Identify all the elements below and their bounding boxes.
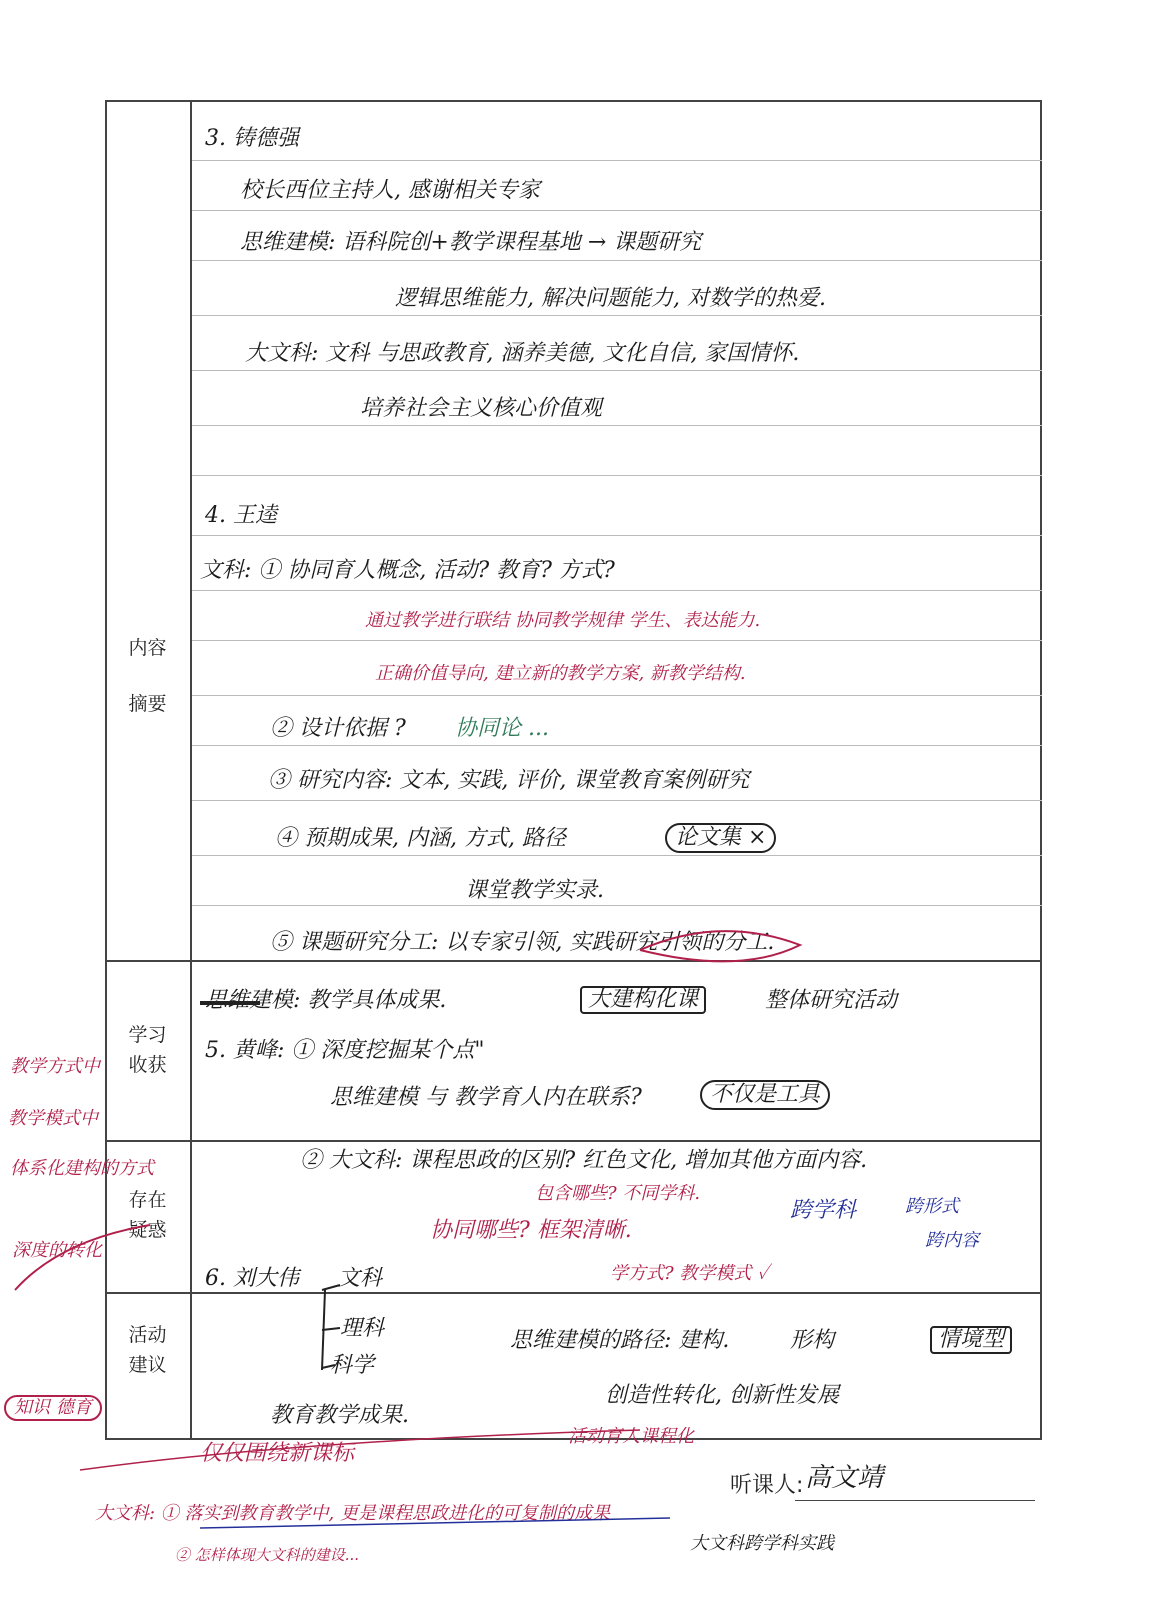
row-label-summary-line1: 内容: [128, 637, 167, 659]
note-line: 校长西位主持人, 感谢相关专家: [240, 178, 540, 203]
section-3-heading: 3. 铸德强: [205, 126, 299, 151]
note-line: ④ 预期成果, 内涵, 方式, 路径: [275, 826, 566, 851]
margin-note: 教学方式中: [10, 1056, 100, 1077]
branch-item: 科学: [330, 1353, 375, 1378]
note-line: 整体研究活动: [765, 988, 898, 1013]
note-line: 培养社会主义核心价值观: [360, 396, 603, 421]
boxed-note: 情境型: [930, 1326, 1012, 1354]
note-line: ② 大文科: 课程思政的区别? 红色文化, 增加其他方面内容.: [300, 1148, 868, 1173]
note-line: 思维建模: 语科院创+教学课程基地 → 课题研究: [240, 230, 702, 255]
blue-underline: [200, 1518, 670, 1528]
margin-note: 深度的转化: [12, 1240, 102, 1261]
note-line: 思维建模的路径: 建构.: [510, 1328, 730, 1353]
note-line: 思维建模: 教学具体成果.: [205, 988, 447, 1013]
annotation-green: 协同论 ...: [455, 716, 549, 741]
annotation-red: 学方式? 教学模式 ✓: [610, 1263, 769, 1284]
branch-stroke: [322, 1328, 340, 1330]
annotation-red: 包含哪些? 不同学科.: [535, 1183, 701, 1204]
note-line: 创造性转化, 创新性发展: [605, 1383, 839, 1408]
note-line: 思维建模 与 教学育人内在联系?: [330, 1085, 642, 1110]
red-underline: [80, 1430, 640, 1470]
margin-note-circled: 知识 德育: [4, 1395, 102, 1421]
row-label-gains-line2: 收获: [128, 1054, 167, 1077]
margin-note: 体系化建构的方式: [10, 1158, 154, 1179]
row-label-advice-line2: 建议: [128, 1354, 167, 1377]
bottom-note: 大文科跨学科实践: [690, 1533, 834, 1554]
red-circle-mark: [640, 931, 800, 961]
annotation-blue: 跨内容: [925, 1230, 979, 1251]
listener-signature: 高文靖: [805, 1463, 884, 1493]
note-line: 逻辑思维能力, 解决问题能力, 对数学的热爱.: [395, 286, 826, 311]
row-label-doubts-line1: 存在: [128, 1189, 167, 1211]
note-line: 课堂教学实录.: [465, 878, 604, 903]
note-line: ② 设计依据 ?: [270, 716, 406, 741]
listener-label: 听课人:: [730, 1473, 804, 1498]
annotation-red: 正确价值导向, 建立新的教学方案, 新教学结构.: [375, 663, 746, 684]
branch-item: 文科: [338, 1266, 383, 1291]
branch-item: 理科: [340, 1316, 385, 1341]
margin-arrow: [15, 1225, 150, 1290]
annotation-red: 协同哪些? 框架清晰.: [430, 1218, 632, 1243]
note-line: 形构: [790, 1328, 835, 1353]
circled-note: 论文集 ×: [665, 823, 776, 853]
note-line: 文科: ① 协同育人概念, 活动? 教育? 方式?: [200, 558, 615, 583]
section-4-heading: 4. 王逵: [205, 503, 277, 528]
annotation-red: 仅仅围绕新课标: [200, 1441, 355, 1466]
margin-note: 教学模式中: [8, 1108, 98, 1129]
row-label-gains-line1: 学习: [128, 1024, 167, 1046]
bottom-note: ② 怎样体现大文科的建设...: [175, 1546, 360, 1564]
boxed-note: 大建构化课: [580, 986, 706, 1014]
annotation-blue: 跨学科: [790, 1198, 857, 1223]
circled-note: 不仅是工具: [700, 1080, 830, 1110]
annotation-blue: 跨形式: [905, 1196, 959, 1217]
branch-stroke: [322, 1365, 335, 1368]
row-label-advice-line1: 活动: [128, 1324, 167, 1346]
branch-stroke: [322, 1285, 340, 1290]
note-line: ⑤ 课题研究分工: 以专家引领, 实践研究引领的分工.: [270, 930, 775, 955]
note-line: 5. 黄峰: ① 深度挖掘某个点": [205, 1038, 485, 1063]
annotation-red: 活动育人课程化: [568, 1426, 694, 1447]
row-label-summary-line2: 摘要: [128, 693, 167, 716]
annotation-red: 通过教学进行联结 协同教学规律 学生、表达能力.: [365, 610, 761, 631]
row-label-doubts-line2: 疑惑: [128, 1219, 167, 1242]
note-line: 大文科: 文科 与思政教育, 涵养美德, 文化自信, 家国情怀.: [245, 341, 800, 366]
note-line: 教育教学成果.: [270, 1403, 409, 1428]
note-line: 6. 刘大伟: [205, 1266, 299, 1291]
note-line: ③ 研究内容: 文本, 实践, 评价, 课堂教育案例研究: [268, 768, 750, 793]
bottom-note: 大文科: ① 落实到教育教学中, 更是课程思政进化的可复制的成果: [95, 1503, 610, 1524]
